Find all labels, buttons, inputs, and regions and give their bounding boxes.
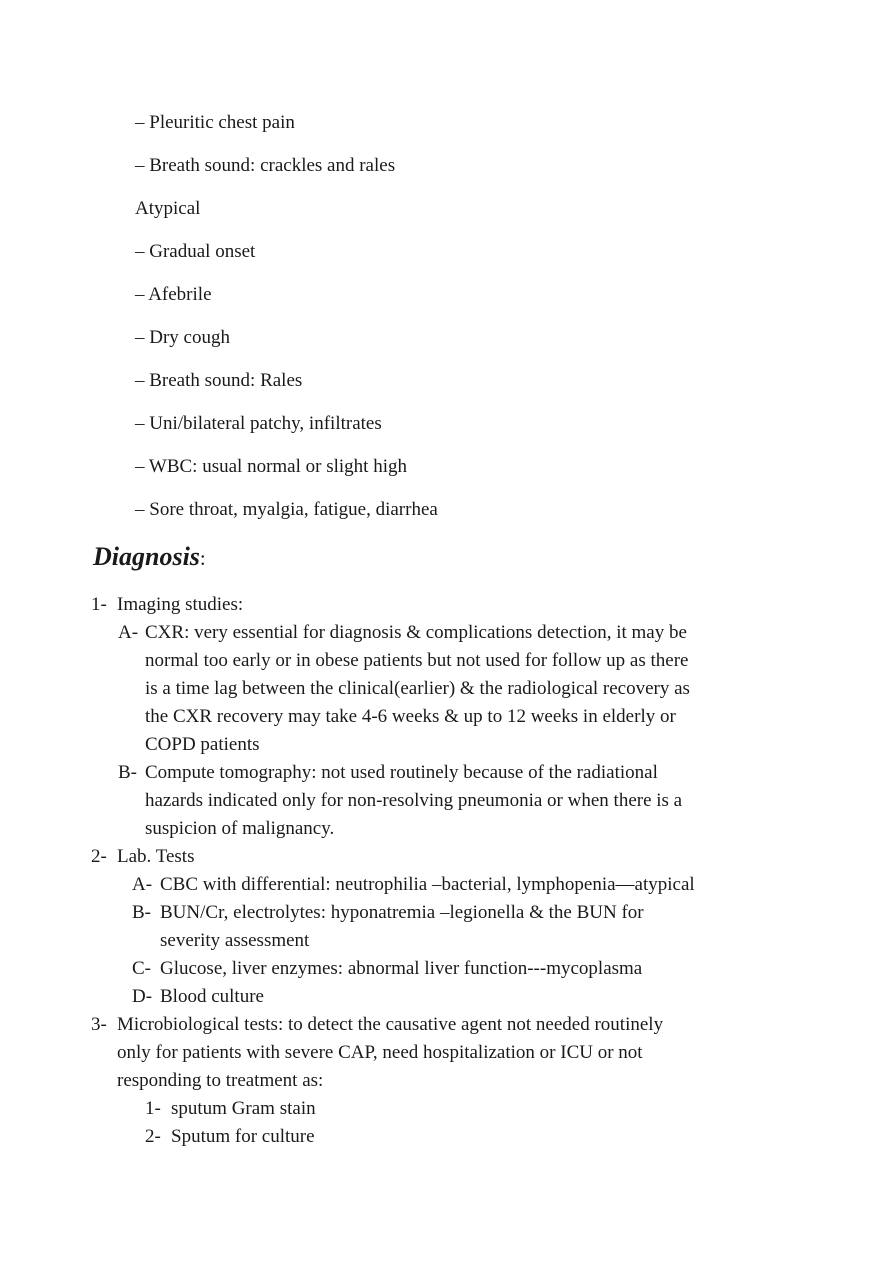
- symptom-pleuritic-chest-pain: – Pleuritic chest pain: [135, 112, 295, 133]
- atypical-item: – Dry cough: [135, 327, 230, 348]
- diagnosis-item-3-line: responding to treatment as:: [117, 1070, 324, 1091]
- symptom-breath-sound-crackles: – Breath sound: crackles and rales: [135, 155, 396, 176]
- item-number: 1-: [91, 594, 107, 615]
- micro-sub-1-text: sputum Gram stain: [171, 1098, 316, 1119]
- sub-label: A-: [118, 622, 139, 643]
- lab-glucose-line: Glucose, liver enzymes: abnormal liver function---mycoplasma: [160, 958, 643, 979]
- atypical-item: – Uni/bilateral patchy, infiltrates: [135, 413, 382, 434]
- item-text: Lab. Tests: [117, 846, 195, 867]
- micro-sub-1-label: 1-: [145, 1098, 161, 1119]
- imaging-ct-line: Compute tomography: not used routinely because of the radiational: [145, 762, 658, 783]
- diagnosis-item-3-line: only for patients with severe CAP, need hospitalization or ICU or not: [117, 1042, 643, 1063]
- lab-cbc-label: A-: [132, 874, 153, 895]
- lab-blood-culture-line: Blood culture: [160, 986, 264, 1007]
- micro-sub-2-label: 2-: [145, 1126, 161, 1147]
- atypical-item: – WBC: usual normal or slight high: [135, 456, 407, 477]
- atypical-item: – Sore throat, myalgia, fatigue, diarrhea: [135, 499, 438, 520]
- diagnosis-item-3-number: 3-: [91, 1014, 107, 1035]
- imaging-cxr-line: the CXR recovery may take 4-6 weeks & up to 12 weeks in elderly or: [145, 706, 676, 727]
- diagnosis-item-1: [91, 591, 243, 619]
- imaging-ct-label: [118, 759, 137, 787]
- item-text: Imaging studies:: [117, 594, 244, 615]
- imaging-ct-line: suspicion of malignancy.: [145, 818, 335, 839]
- diagnosis-item-3-line: Microbiological tests: to detect the causative agent not needed routinely: [117, 1014, 664, 1035]
- lab-bun-label: B-: [132, 902, 151, 923]
- atypical-item: – Gradual onset: [135, 241, 256, 262]
- atypical-title: Atypical: [135, 198, 201, 219]
- imaging-ct-line: hazards indicated only for non-resolving pneumonia or when there is a: [145, 790, 683, 811]
- imaging-cxr-line: is a time lag between the clinical(earlier) & the radiological recovery as: [145, 678, 690, 699]
- imaging-cxr-label: [118, 619, 138, 647]
- imaging-cxr-line: normal too early or in obese patients but not used for follow up as there: [145, 650, 689, 671]
- atypical-item: – Afebrile: [135, 284, 212, 305]
- atypical-item: – Breath sound: Rales: [135, 370, 303, 391]
- item-number: 2-: [91, 846, 107, 867]
- lab-bun-line: BUN/Cr, electrolytes: hyponatremia –legionella & the BUN for: [160, 902, 644, 923]
- imaging-cxr-line: COPD patients: [145, 734, 260, 755]
- micro-sub-2-text: Sputum for culture: [171, 1126, 315, 1147]
- sub-label: B-: [118, 762, 137, 783]
- lab-cbc-line: CBC with differential: neutrophilia –bacterial, lymphopenia—atypical: [160, 874, 695, 895]
- diagnosis-heading-colon: :: [199, 546, 206, 570]
- imaging-cxr-line: CXR: very essential for diagnosis & complications detection, it may be: [145, 622, 687, 643]
- lab-blood-culture-label: D-: [132, 986, 153, 1007]
- lab-bun-line: severity assessment: [160, 930, 310, 951]
- diagnosis-heading: [93, 541, 206, 574]
- diagnosis-heading-text: Diagnosis: [93, 542, 200, 571]
- lab-glucose-label: C-: [132, 958, 151, 979]
- diagnosis-item-2: [91, 843, 194, 871]
